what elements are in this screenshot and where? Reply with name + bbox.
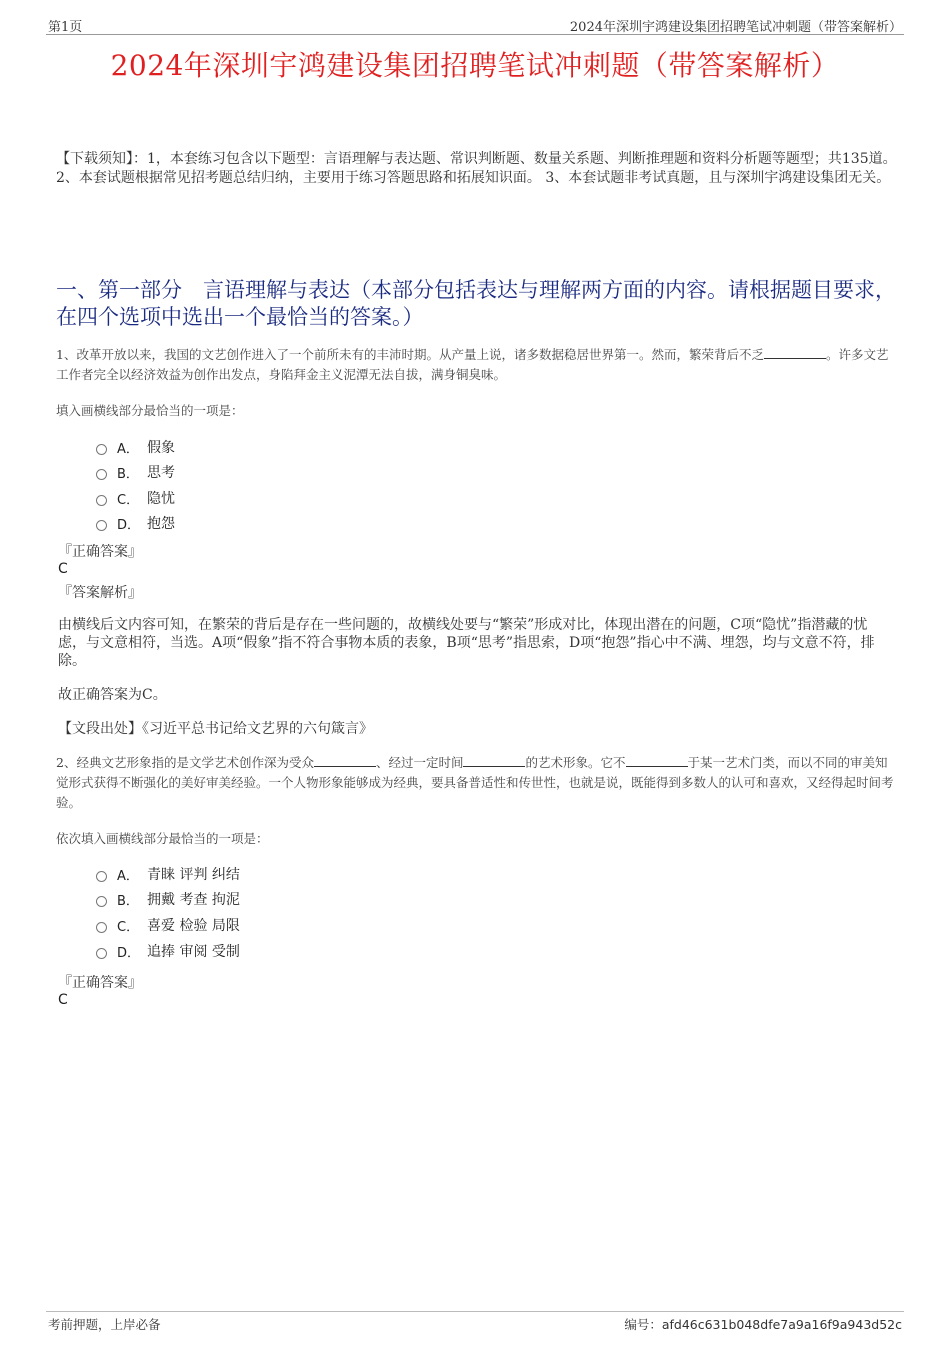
option-text: 拥戴 考查 拘泥 xyxy=(147,892,240,908)
analysis-label: 『答案解析』 xyxy=(58,585,142,601)
passage-source: 【文段出处】《习近平总书记给文艺界的六句箴言》 xyxy=(58,721,373,737)
fill-blank xyxy=(463,754,525,767)
option-letter: A． xyxy=(117,868,139,884)
option-text: 青睐 评判 纠结 xyxy=(147,867,240,883)
option-text: 追捧 审阅 受制 xyxy=(147,944,240,960)
option-text: 隐忧 xyxy=(147,491,175,507)
question-1-prompt: 填入画横线部分最恰当的一项是： xyxy=(56,403,244,418)
option-letter: C． xyxy=(117,492,140,508)
radio-icon[interactable] xyxy=(96,871,107,882)
option-letter: D． xyxy=(117,517,141,533)
radio-icon[interactable] xyxy=(96,469,107,480)
radio-icon[interactable] xyxy=(96,948,107,959)
question-1-option-d[interactable] xyxy=(96,513,175,533)
footer-slogan: 考前押题，上岸必备 xyxy=(48,1317,161,1332)
radio-icon[interactable] xyxy=(96,495,107,506)
option-letter: B． xyxy=(117,893,139,909)
question-2-text-part: 、经过一定时间 xyxy=(375,755,464,770)
section-heading: 一、第一部分 言语理解与表达（本部分包括表达与理解两方面的内容。请根据题目要求，在四个选项中选出一个最恰当的答案。） xyxy=(56,278,896,329)
question-1-option-b[interactable] xyxy=(96,462,175,482)
footer-divider xyxy=(46,1311,904,1312)
radio-icon[interactable] xyxy=(96,896,107,907)
option-text: 抱怨 xyxy=(147,516,175,532)
document-code xyxy=(624,1315,902,1333)
fill-blank xyxy=(764,346,826,359)
question-2-text-part: 的艺术形象。它不 xyxy=(525,755,626,770)
fill-blank xyxy=(626,754,688,767)
option-letter: D． xyxy=(117,945,141,961)
option-letter: A． xyxy=(117,441,139,457)
document-code-label: 编号： xyxy=(624,1317,662,1332)
question-2-option-a[interactable] xyxy=(96,864,240,884)
question-1-option-c[interactable] xyxy=(96,488,175,508)
correct-answer: C xyxy=(58,561,68,577)
question-1-text xyxy=(56,345,896,385)
question-2-text xyxy=(56,753,896,813)
running-title: 2024年深圳宇鸿建设集团招聘笔试冲刺题（带答案解析） xyxy=(569,20,902,35)
answer-conclusion: 故正确答案为C。 xyxy=(58,687,167,703)
option-letter: C． xyxy=(117,919,140,935)
header-divider xyxy=(46,34,904,35)
question-1-text-start: 1、改革开放以来，我国的文艺创作进入了一个前所未有的丰沛时期。从产量上说，诸多数据稳居世界第一。然而，繁荣背后不乏 xyxy=(56,347,764,362)
option-text: 假象 xyxy=(147,440,175,456)
radio-icon[interactable] xyxy=(96,444,107,455)
question-1-option-a[interactable] xyxy=(96,437,175,457)
question-1-text-end: 。许多文艺工作者完全以经济效益为创作出发点，身陷拜金主义泥潭无法自拔，满身铜臭味。 xyxy=(56,347,889,382)
option-text: 喜爱 检验 局限 xyxy=(147,918,240,934)
answer-label: 『正确答案』 xyxy=(58,544,142,560)
document-code-value: afd46c631b048dfe7a9a16f9a943d52c xyxy=(661,1317,902,1332)
question-2-option-d[interactable] xyxy=(96,941,240,961)
question-2-option-b[interactable] xyxy=(96,889,240,909)
document-title: 2024年深圳宇鸿建设集团招聘笔试冲刺题（带答案解析） xyxy=(110,49,840,82)
fill-blank xyxy=(314,754,376,767)
radio-icon[interactable] xyxy=(96,922,107,933)
question-2-option-c[interactable] xyxy=(96,915,240,935)
answer-analysis: 由横线后文内容可知，在繁荣的背后是存在一些问题的，故横线处要与“繁荣”形成对比，体现出潜在的问题，C项“隐忧”指潜藏的忧虑，与文意相符，当选。A项“假象”指不符合事物本质的表象，B项“思考”指思索，D项“抱怨”指心中不满、埋怨，均与文意不符，排除。 xyxy=(58,617,875,669)
radio-icon[interactable] xyxy=(96,520,107,531)
answer-label: 『正确答案』 xyxy=(58,975,142,991)
correct-answer: C xyxy=(58,992,68,1008)
question-2-text-part: 2、经典文艺形象指的是文学艺术创作深为受众 xyxy=(56,755,314,770)
question-2-prompt: 依次填入画横线部分最恰当的一项是： xyxy=(56,831,269,846)
page-number: 第1页 xyxy=(48,20,83,35)
download-notice: 【下载须知】：1，本套练习包含以下题型：言语理解与表达题、常识判断题、数量关系题、判断推理题和资料分析题等题型；共135道。 2、本套试题根据常见招考题总结归纳，主要用于练习答题思路和拓展知识面。 3、本套试题非考试真题，且与深圳宇鸿建设集团无关。 xyxy=(56,151,897,186)
question-2-text-part: 于某一艺术门类，而以不同的审美知觉形式获得不断强化的美好审美经验。一个人物形象能够成为经典，要具备普适性和传世性，也就是说，既能得到多数人的认可和喜欢，又经得起时间考验。 xyxy=(56,755,894,810)
option-text: 思考 xyxy=(147,465,175,481)
option-letter: B． xyxy=(117,466,139,482)
